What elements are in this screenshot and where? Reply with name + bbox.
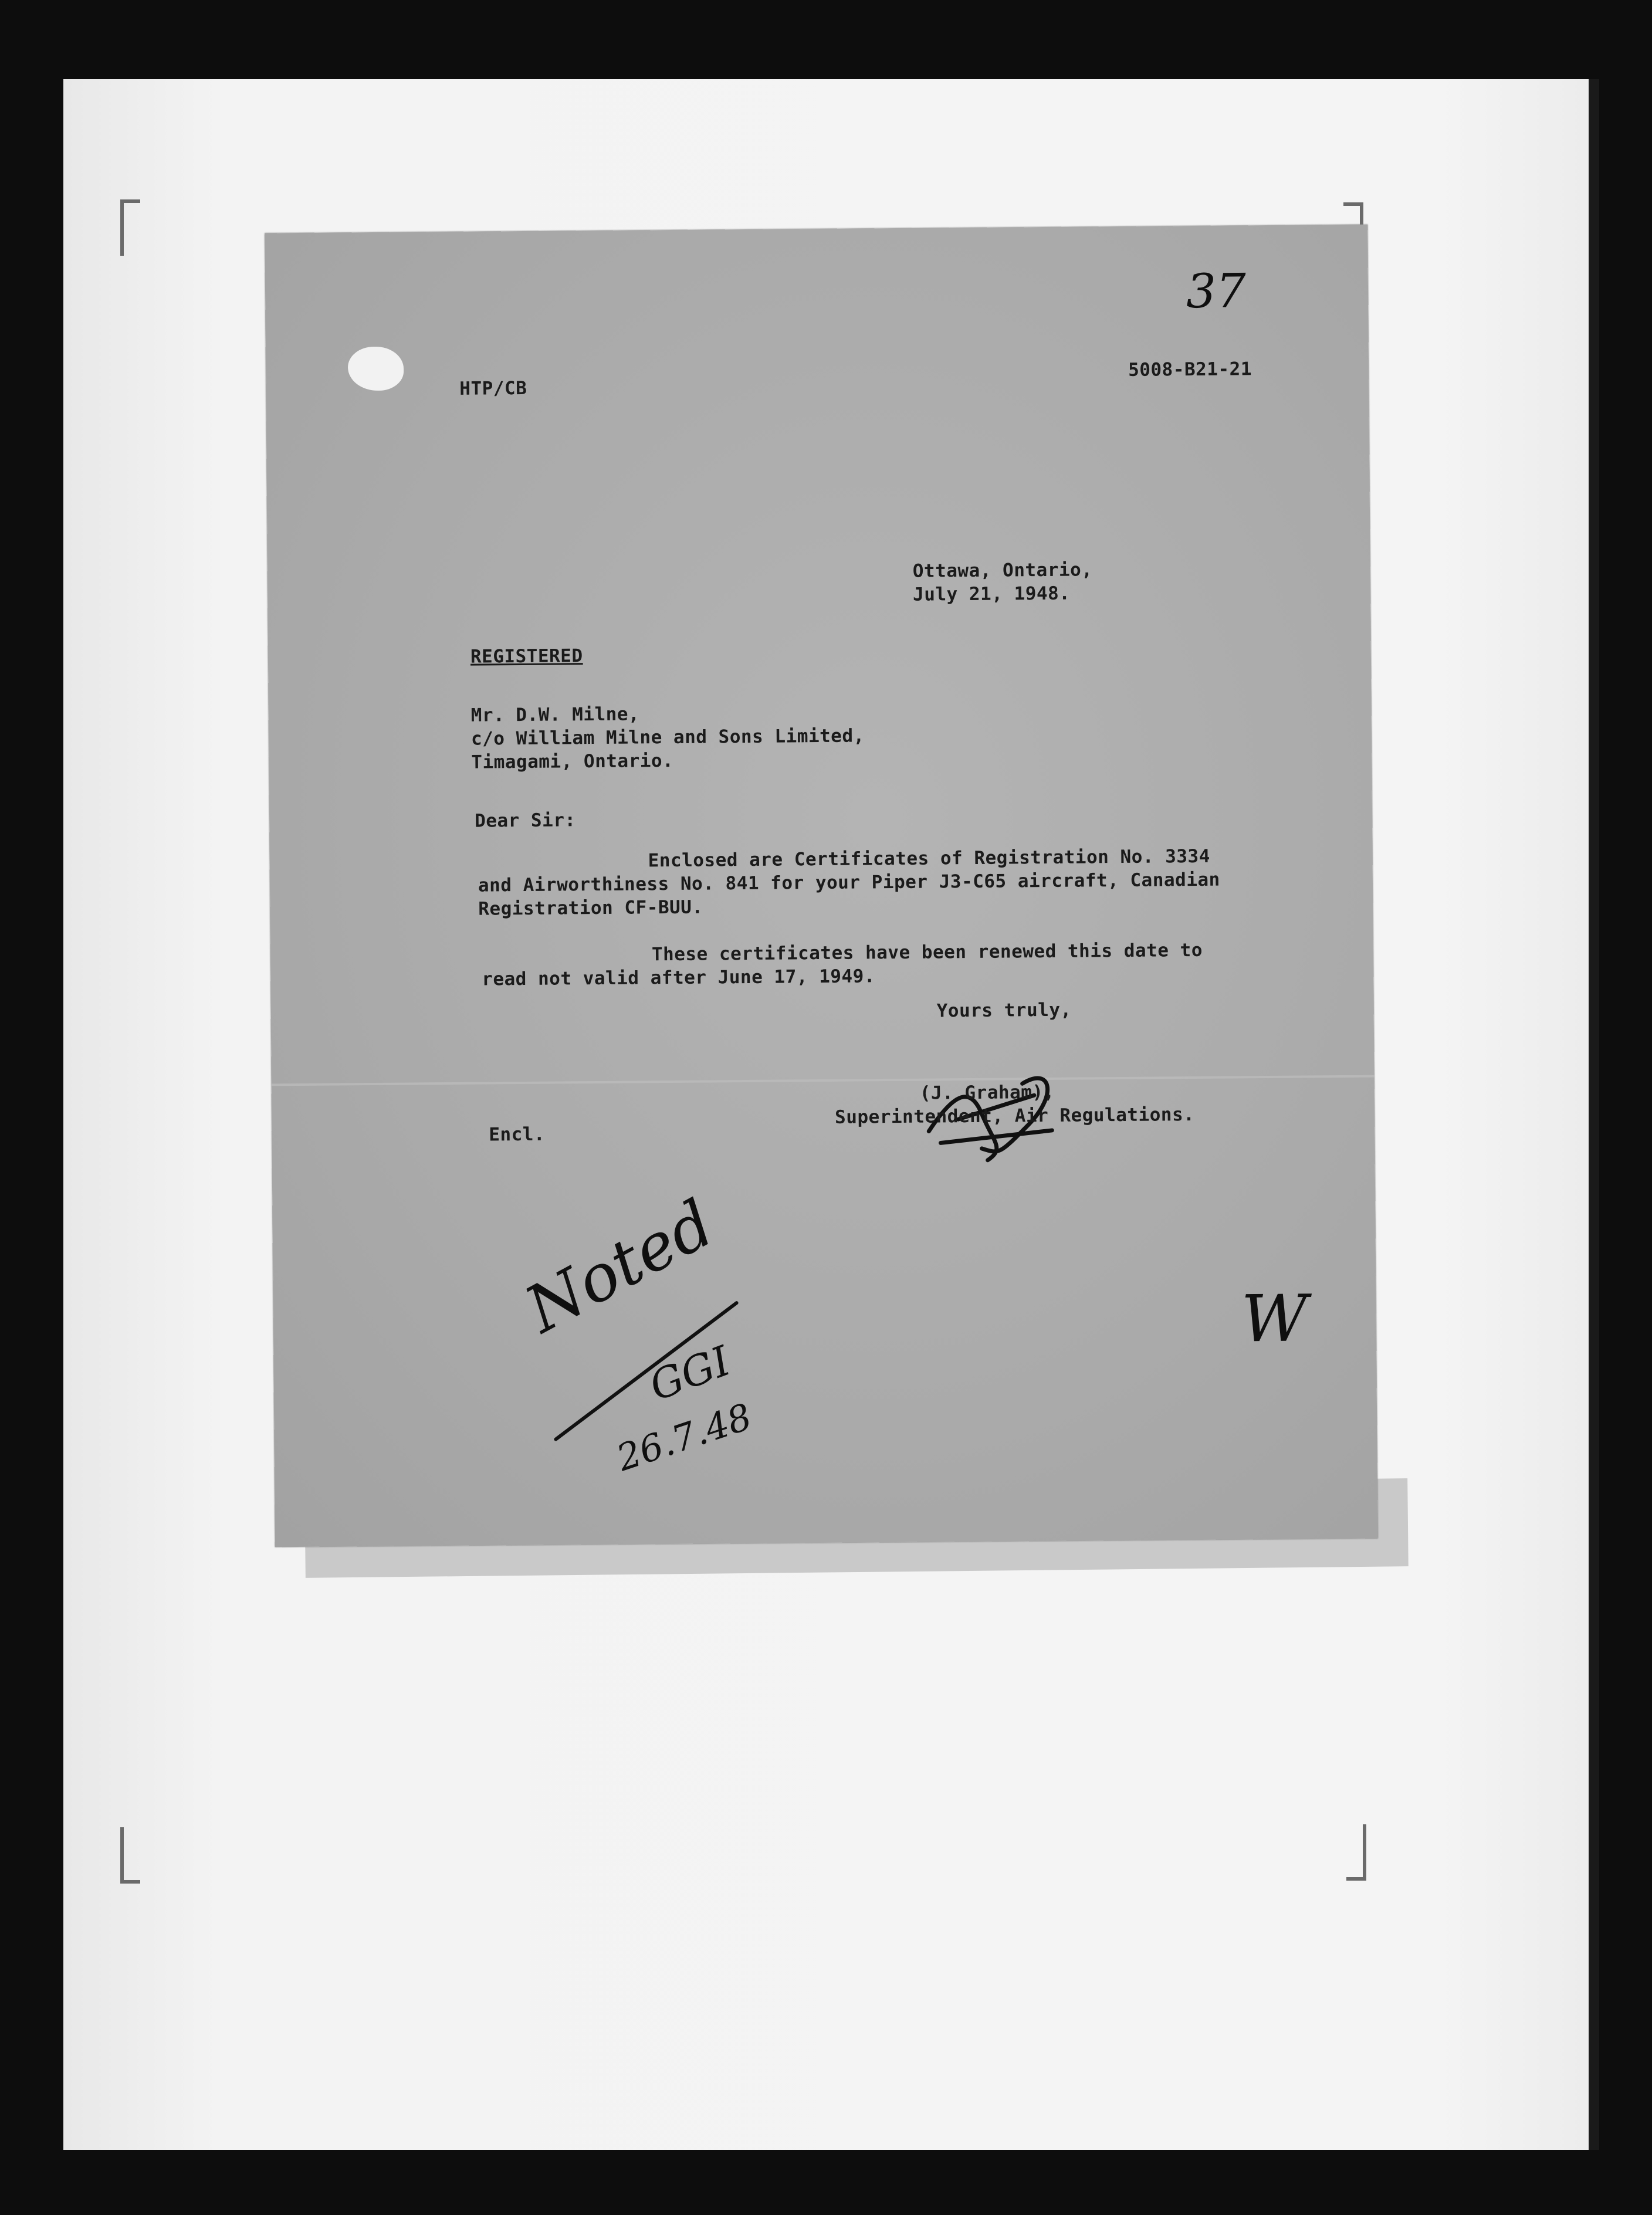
addressee-line-1: Mr. D.W. Milne,	[470, 703, 640, 726]
initials-annotation: GGI	[643, 1336, 737, 1411]
enclosure-note: Encl.	[489, 1123, 546, 1146]
addressee-line-3: Timagami, Ontario.	[471, 750, 674, 773]
addressee-line-2: c/o William Milne and Sons Limited,	[470, 725, 865, 750]
file-number: 5008-B21-21	[1128, 358, 1252, 381]
crop-mark-top-left	[120, 199, 140, 256]
paragraph-2-line-1: These certificates have been renewed this date to	[651, 939, 1203, 966]
signer-name: (J. Graham),	[919, 1081, 1055, 1104]
crop-mark-bottom-right	[1346, 1824, 1366, 1881]
fold-line	[272, 1075, 1375, 1086]
right-initials: W	[1241, 1281, 1308, 1357]
registered-label: REGISTERED	[470, 645, 583, 668]
letter-date: July 21, 1948.	[912, 582, 1071, 605]
closing: Yours truly,	[936, 999, 1072, 1022]
page-mark: 37	[1186, 263, 1247, 319]
salutation: Dear Sir:	[474, 810, 576, 832]
letter-sheet	[265, 225, 1378, 1547]
paragraph-1-line-3: Registration CF-BUU.	[478, 896, 703, 920]
crop-mark-bottom-left	[120, 1827, 140, 1884]
paragraph-1-line-1: Enclosed are Certificates of Registration No. 3334	[648, 845, 1210, 872]
noted-date: 26.7.48	[611, 1394, 757, 1480]
punch-hole	[348, 347, 404, 391]
letter-place: Ottawa, Ontario,	[912, 559, 1093, 582]
noted-annotation: Noted	[513, 1186, 726, 1347]
signer-title: Superintendent, Air Regulations.	[834, 1104, 1195, 1128]
paragraph-2-line-2: read not valid after June 17, 1949.	[482, 966, 876, 990]
paragraph-1-line-2: and Airworthiness No. 841 for your Piper J3-C65 aircraft, Canadian	[478, 869, 1220, 896]
reference-code: HTP/CB	[459, 377, 527, 399]
